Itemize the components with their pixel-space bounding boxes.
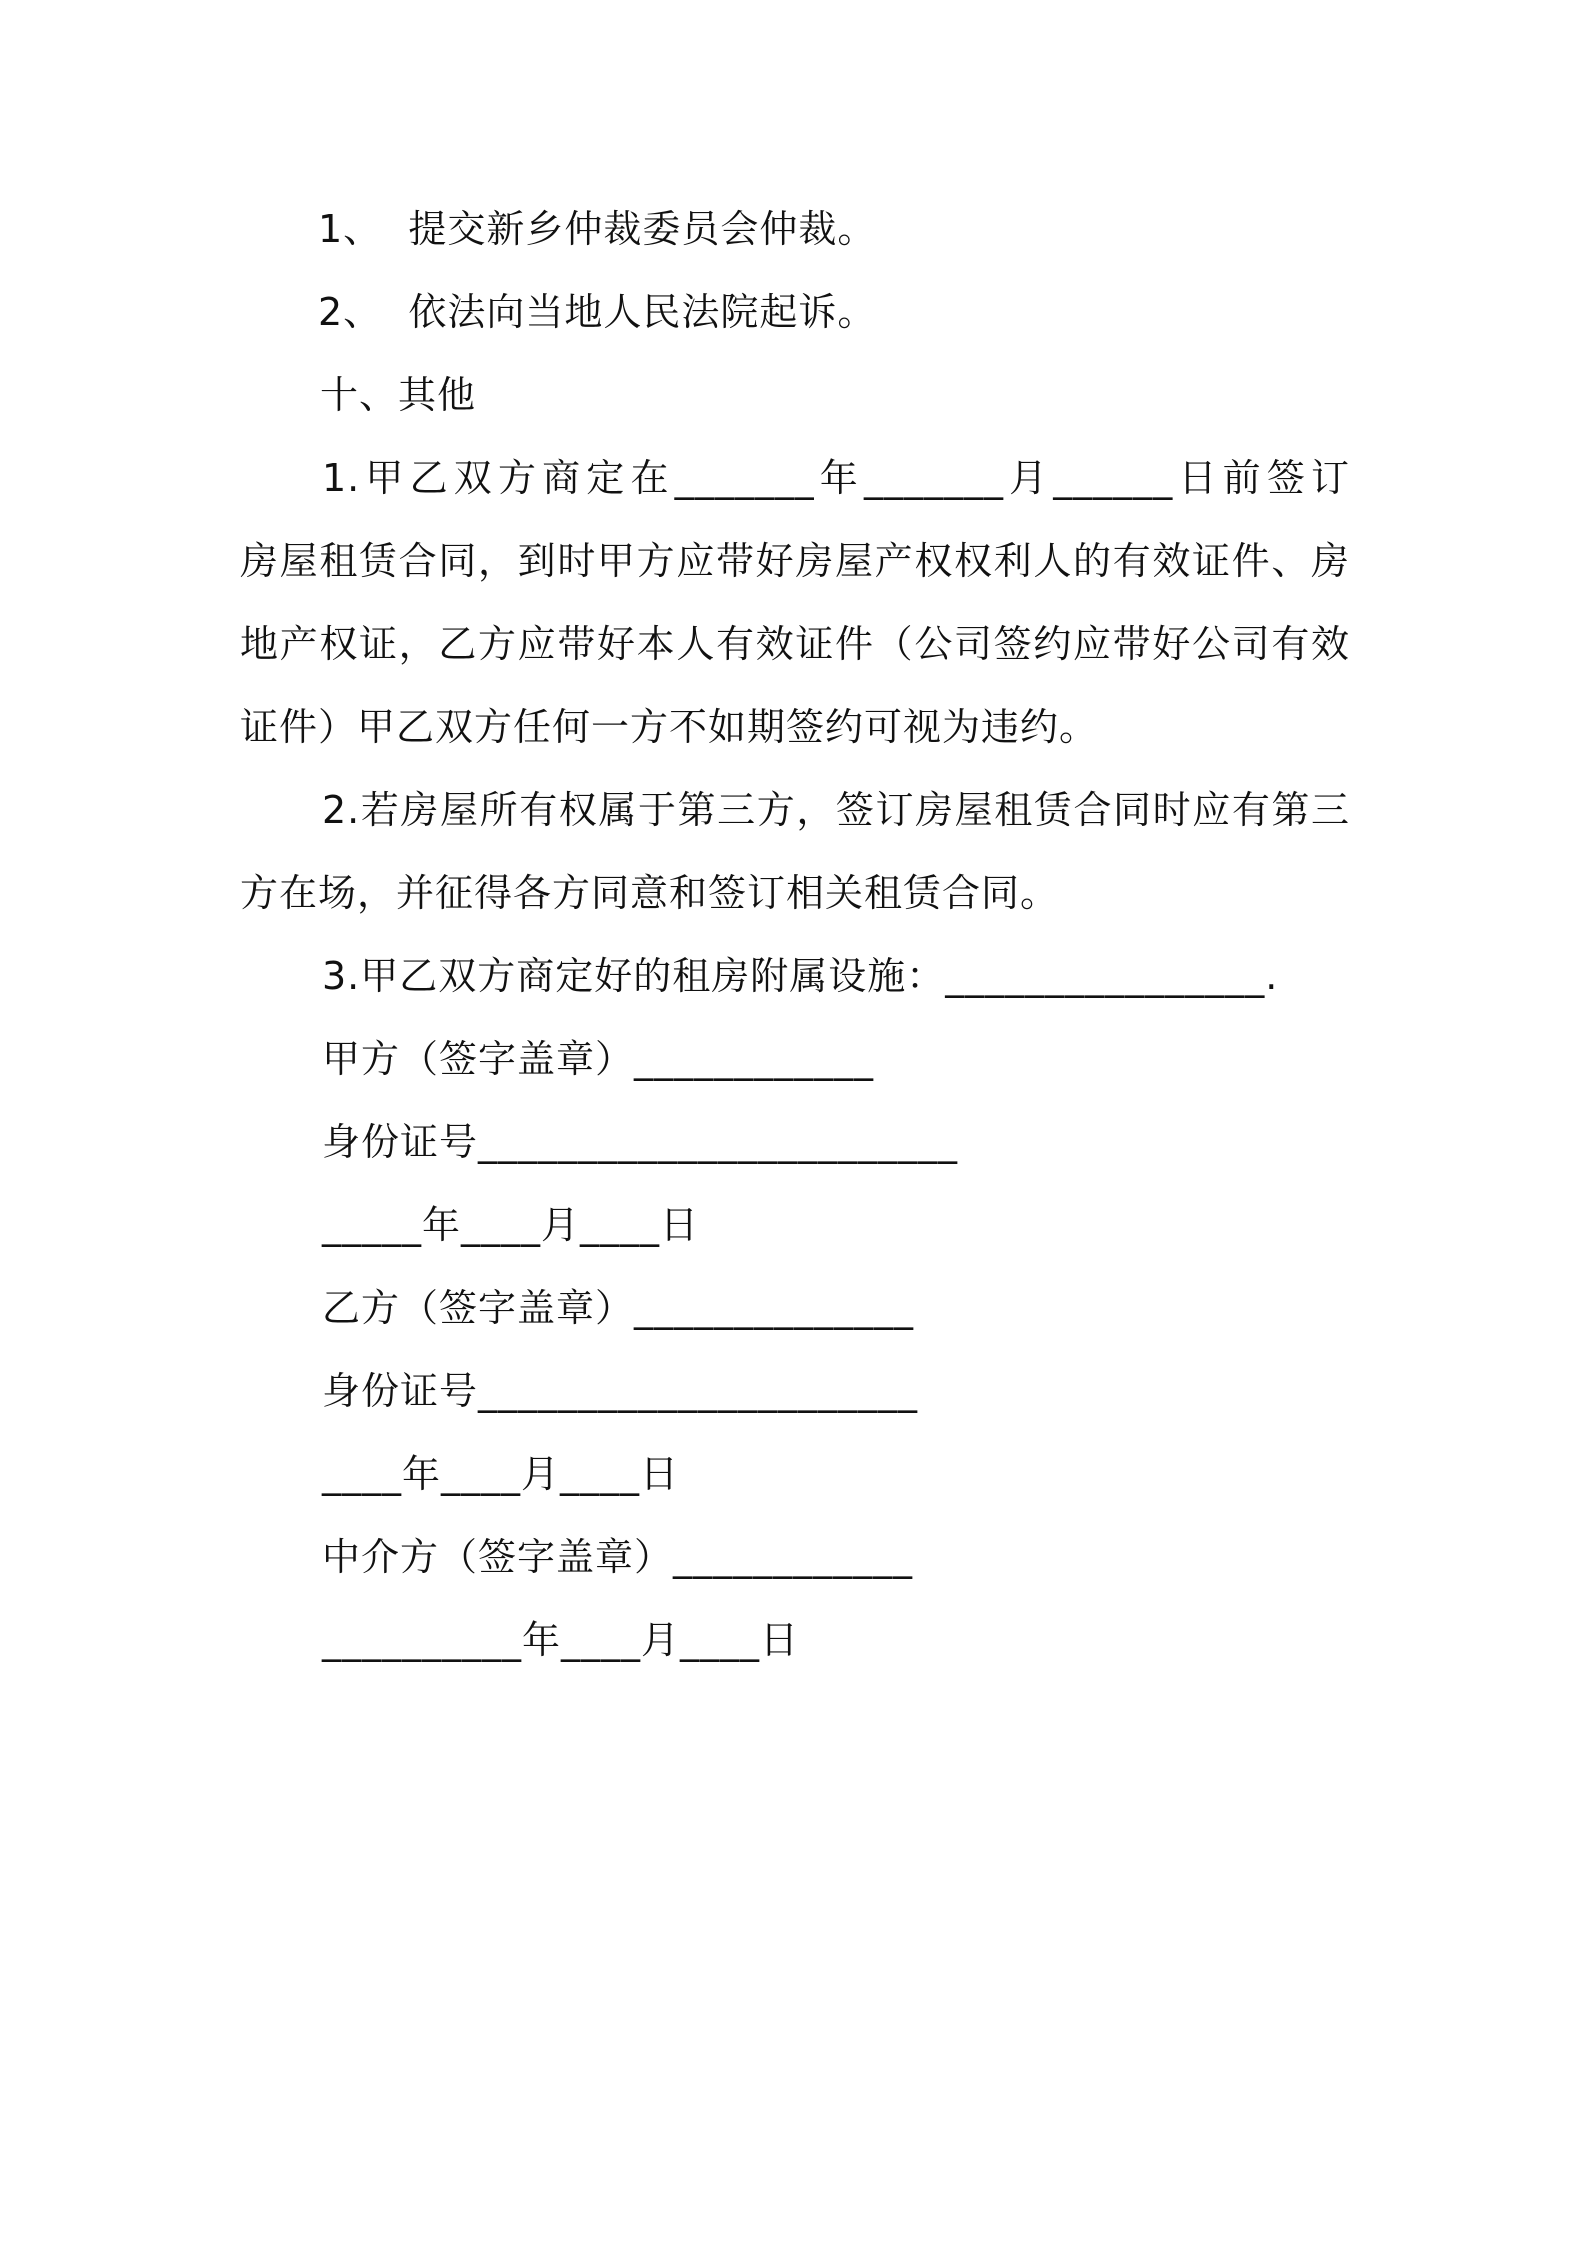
agent-date: __________年____月____日 <box>322 1618 800 1662</box>
list-item-2: 2、 依法向当地人民法院起诉。 <box>318 290 877 334</box>
paragraph-2-line-1: 2.若房屋所有权属于第三方，签订房屋租赁合同时应有第三 <box>322 788 1350 832</box>
paragraph-3: 3.甲乙双方商定好的租房附属设施：________________. <box>322 954 1279 998</box>
party-b-id-number: 身份证号______________________ <box>322 1369 919 1413</box>
paragraph-1-line-4: 证件）甲乙双方任何一方不如期签约可视为违约。 <box>240 705 1099 749</box>
party-a-id-number: 身份证号________________________ <box>322 1120 959 1164</box>
section-heading: 十、其他 <box>320 373 477 417</box>
paragraph-1-line-2: 房屋租赁合同，到时甲方应带好房屋产权权利人的有效证件、房 <box>240 539 1350 583</box>
paragraph-2-line-2: 方在场，并征得各方同意和签订相关租赁合同。 <box>240 871 1060 915</box>
party-b-date: ____年____月____日 <box>322 1452 680 1496</box>
party-b-signature: 乙方（签字盖章）______________ <box>322 1286 915 1330</box>
party-a-date: _____年____月____日 <box>322 1203 700 1247</box>
list-item-1: 1、 提交新乡仲裁委员会仲裁。 <box>318 207 877 251</box>
paragraph-1-line-1: 1.甲乙双方商定在_______年_______月______日前签订 <box>322 456 1350 500</box>
agent-signature: 中介方（签字盖章）____________ <box>322 1535 914 1579</box>
party-a-signature: 甲方（签字盖章）____________ <box>322 1037 875 1081</box>
paragraph-1-line-3: 地产权证，乙方应带好本人有效证件（公司签约应带好公司有效 <box>240 622 1350 666</box>
